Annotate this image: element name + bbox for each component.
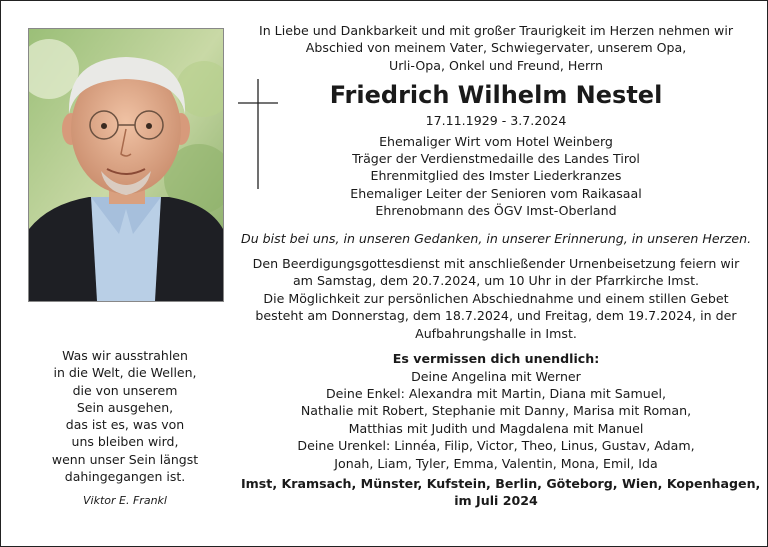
mourners-heading: Es vermissen dich unendlich: bbox=[392, 351, 600, 367]
mourners-line: Deine Angelina mit Werner bbox=[411, 368, 581, 384]
mourners-line: Jonah, Liam, Tyler, Emma, Valentin, Mona, Emil, Ida bbox=[334, 455, 658, 471]
intro-line: Urli-Opa, Onkel und Freund, Herrn bbox=[389, 57, 603, 73]
quote: Du bist bei uns, in unseren Gedanken, in unserer Erinnerung, in unseren Herzen. bbox=[241, 230, 752, 246]
poem bbox=[28, 347, 222, 510]
poem-line: das ist es, was von bbox=[65, 417, 185, 433]
deceased-name: Friedrich Wilhelm Nestel bbox=[329, 81, 663, 110]
service-line: Den Beerdigungsgottesdienst mit anschließender Urnenbeisetzung feiern wir bbox=[252, 256, 740, 272]
portrait-photo bbox=[28, 28, 224, 302]
poem-line: Was wir ausstrahlen bbox=[62, 348, 188, 363]
poem-line: uns bleiben wird, bbox=[71, 434, 179, 450]
intro bbox=[241, 22, 751, 74]
role-line: Träger der Verdienstmedaille des Landes Tirol bbox=[352, 151, 640, 167]
obituary-text bbox=[241, 22, 761, 510]
intro-line: Abschied von meinem Vater, Schwiegervater, unserem Opa, bbox=[305, 40, 687, 56]
mourners-line: Deine Enkel: Alexandra mit Martin, Diana mit Samuel, bbox=[325, 385, 667, 401]
poem-line: dahingegangen ist. bbox=[64, 469, 186, 485]
service-line: Die Möglichkeit zur persönlichen Abschiednahme und einem stillen Gebet bbox=[263, 290, 729, 306]
service-line: am Samstag, dem 20.7.2024, um 10 Uhr in der Pfarrkirche Imst. bbox=[292, 273, 700, 289]
role-line: Ehrenmitglied des Imster Liederkranzes bbox=[370, 168, 622, 184]
service-info bbox=[241, 255, 751, 342]
role-line: Ehrenobmann des ÖGV Imst-Oberland bbox=[375, 203, 617, 219]
mourners-line: Matthias mit Judith und Magdalena mit Manuel bbox=[348, 420, 644, 436]
roles bbox=[241, 133, 751, 220]
poem-line: die von unserem bbox=[72, 382, 178, 398]
poem-author: Viktor E. Frankl bbox=[83, 494, 167, 508]
places-line: im Juli 2024 bbox=[454, 493, 538, 509]
mourners-line: Deine Urenkel: Linnéa, Filip, Victor, Theo, Linus, Gustav, Adam, bbox=[297, 438, 695, 454]
service-line: Aufbahrungshalle in Imst. bbox=[415, 325, 577, 341]
life-dates: 17.11.1929 - 3.7.2024 bbox=[425, 113, 567, 129]
service-line: besteht am Donnerstag, dem 18.7.2024, und Freitag, dem 19.7.2024, in der bbox=[255, 308, 737, 324]
role-line: Ehemaliger Wirt vom Hotel Weinberg bbox=[379, 133, 613, 149]
places-and-date bbox=[241, 475, 761, 510]
places-line: Imst, Kramsach, Münster, Kufstein, Berlin, Göteborg, Wien, Kopenhagen, bbox=[241, 475, 761, 491]
role-line: Ehemaliger Leiter der Senioren vom Raikasaal bbox=[350, 185, 642, 201]
poem-line: Sein ausgehen, bbox=[76, 399, 174, 415]
mourners-line: Nathalie mit Robert, Stephanie mit Danny, Marisa mit Roman, bbox=[300, 403, 692, 419]
intro-line: In Liebe und Dankbarkeit und mit großer Traurigkeit im Herzen nehmen wir bbox=[258, 23, 734, 38]
mourners bbox=[241, 350, 751, 472]
poem-line: in die Welt, die Wellen, bbox=[53, 365, 197, 381]
poem-line: wenn unser Sein längst bbox=[51, 451, 199, 467]
